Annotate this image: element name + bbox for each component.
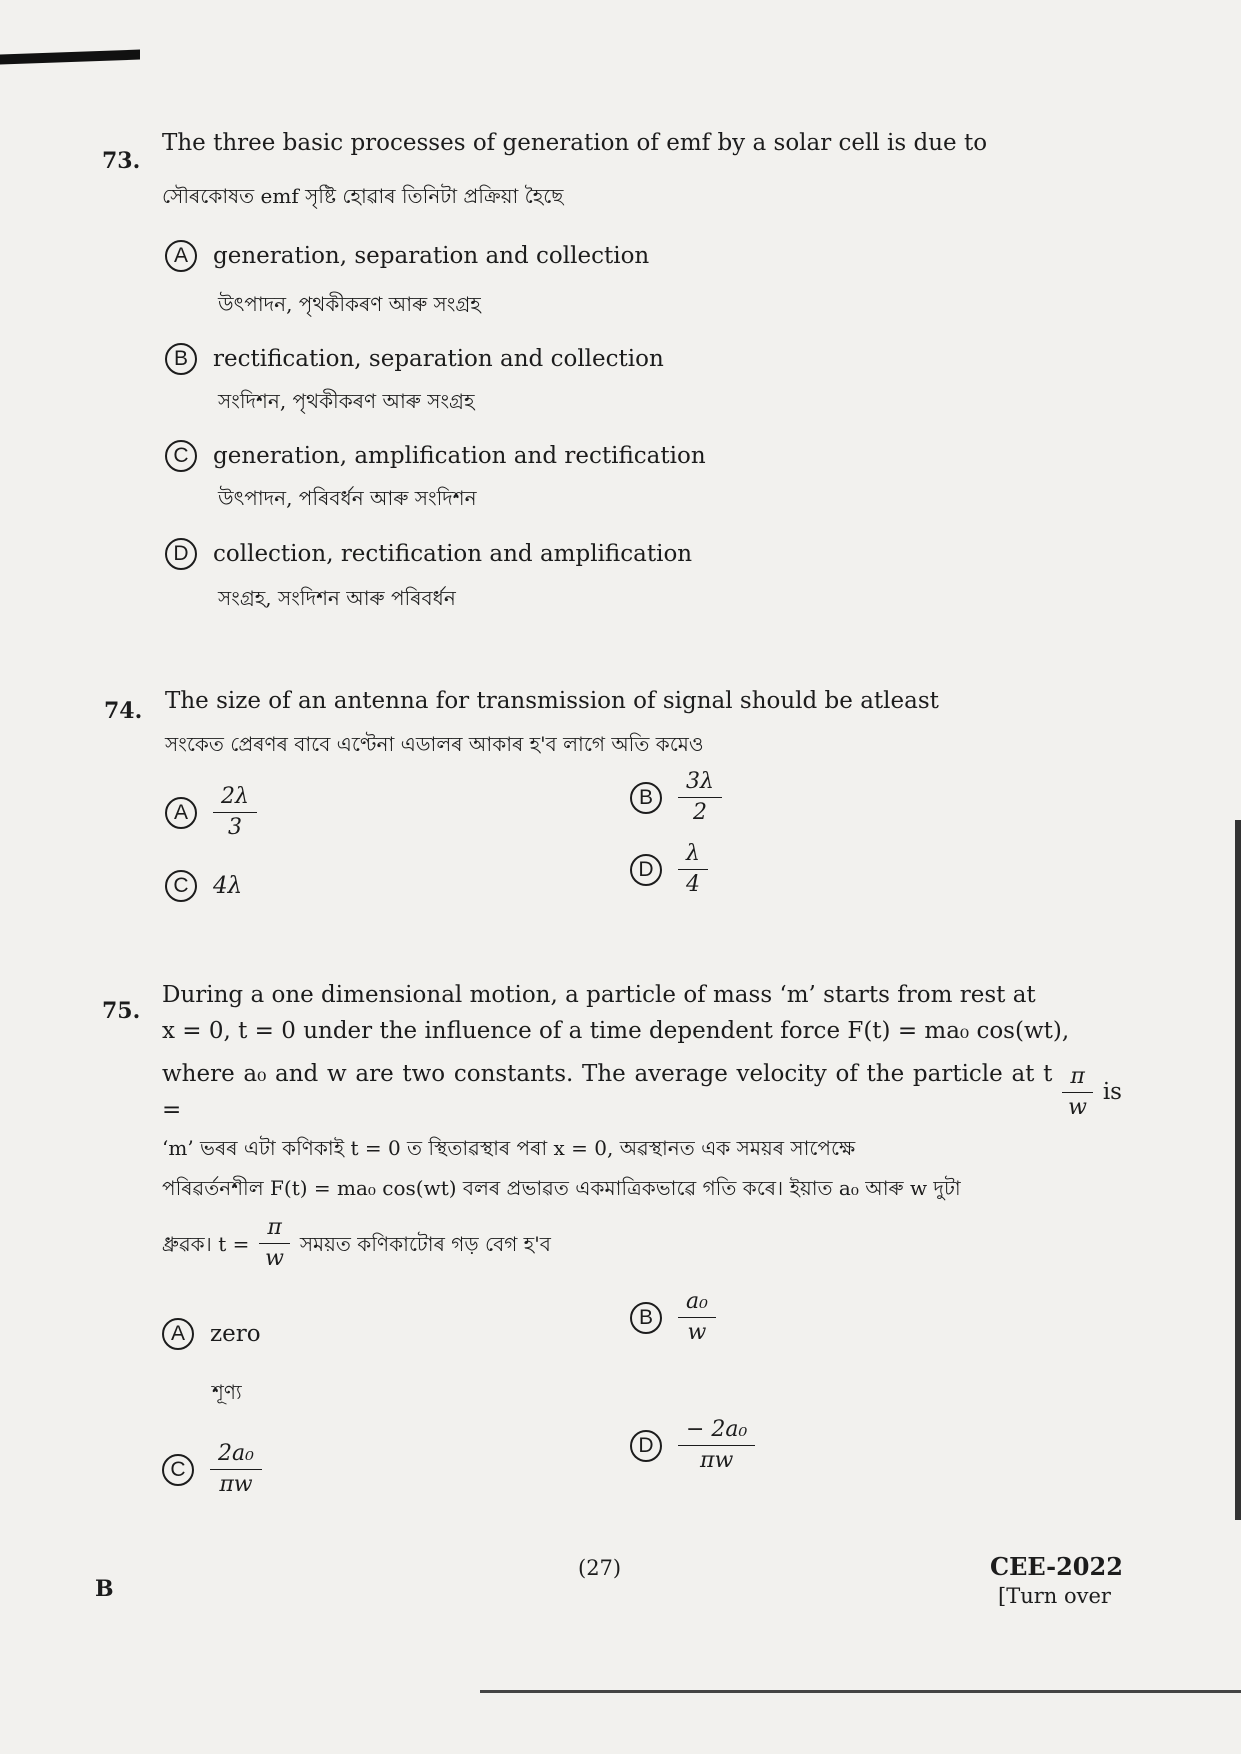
q75-en-line-2: x = 0, t = 0 under the influence of a time dependent force F(t) = ma₀ cos(wt),	[162, 1017, 1070, 1044]
scan-edge-bottom	[480, 1690, 1241, 1693]
q75-option-c[interactable]	[162, 1442, 262, 1497]
option-b-marker: B	[165, 343, 197, 375]
q75-number: 75.	[102, 998, 141, 1024]
q73-option-b[interactable]	[165, 343, 664, 420]
option-a-marker: A	[165, 240, 197, 272]
option-a-text-bn: শূণ্য	[212, 1380, 242, 1404]
paper-set: B	[95, 1576, 114, 1602]
scan-edge-right	[1235, 820, 1241, 1520]
option-a-marker: A	[165, 797, 197, 829]
q74-text-bn: সংকেত প্ৰেৰণৰ বাবে এণ্টেনা এডালৰ আকাৰ হ'ব লাগে অতি কমেও	[165, 732, 704, 756]
option-d-marker: D	[165, 538, 197, 570]
option-a-fraction: $\frac{2\lambda}{3}$	[213, 785, 257, 840]
q75-en-fraction: $\frac{\pi}{w}$	[1062, 1065, 1092, 1120]
page-number: (27)	[578, 1556, 622, 1580]
option-b-text-bn: সংদিশন, পৃথকীকৰণ আৰু সংগ্ৰহ	[218, 389, 475, 413]
turn-over: [Turn over	[998, 1584, 1111, 1608]
option-a-text-bn: উৎপাদন, পৃথকীকৰণ আৰু সংগ্ৰহ	[218, 292, 481, 316]
q75-option-d[interactable]	[630, 1418, 755, 1473]
option-c-marker: C	[165, 440, 197, 472]
option-d-text-en: collection, rectification and amplification	[213, 541, 693, 567]
option-a-marker: A	[162, 1318, 194, 1350]
scan-edge-top-left	[0, 50, 140, 65]
option-c-text-en: generation, amplification and rectification	[213, 443, 706, 469]
option-d-text-bn: সংগ্ৰহ, সংদিশন আৰু পৰিবৰ্ধন	[218, 586, 456, 610]
q73-number: 73.	[102, 148, 141, 174]
q74-option-c[interactable]	[165, 870, 242, 902]
option-d-fraction: $\frac{\text{− 2a₀}}{\pi w}$	[678, 1418, 755, 1473]
q75-en-line-1: During a one dimensional motion, a particle of mass ‘m’ starts from rest at	[162, 982, 1036, 1008]
exam-code: CEE-2022	[990, 1552, 1123, 1581]
q75-bn-line-2: পৰিৱৰ্তনশীল F(t) = ma₀ cos(wt) বলৰ প্ৰভাৱত একমাত্ৰিকভাৱে গতি কৰে। ইয়াত a₀ আৰু w দুটা	[162, 1176, 961, 1200]
q74-text-en: The size of an antenna for transmission of signal should be atleast	[165, 688, 939, 714]
option-a-text-en: generation, separation and collection	[213, 243, 650, 269]
q75-option-a[interactable]	[162, 1318, 261, 1411]
q73-text-en: The three basic processes of generation of emf by a solar cell is due to	[162, 130, 988, 156]
q73-option-a[interactable]	[165, 240, 649, 323]
q74-option-d[interactable]	[630, 842, 708, 897]
option-b-text-en: rectification, separation and collection	[213, 346, 664, 372]
option-c-marker: C	[162, 1454, 194, 1486]
option-c-value: 4λ	[213, 873, 243, 899]
q75-en-line-3a: where a₀ and w are two constants. The average velocity of the particle at t =	[162, 1061, 1053, 1123]
q75-en-line-3b: is	[1102, 1079, 1122, 1106]
q75-text-en	[162, 978, 1122, 1129]
option-c-fraction: $\frac{\text{2a₀}}{\pi w}$	[210, 1442, 262, 1497]
q74-option-b[interactable]	[630, 770, 722, 825]
q73-text-bn: সৌৰকোষত emf সৃষ্টি হোৱাৰ তিনিটা প্ৰক্ৰিয়া হৈছে	[162, 184, 564, 208]
option-c-marker: C	[165, 870, 197, 902]
option-b-fraction: $\frac{3\lambda}{2}$	[678, 770, 722, 825]
q73-option-c[interactable]	[165, 440, 706, 517]
q73-option-d[interactable]	[165, 538, 692, 617]
q75-text-bn	[162, 1128, 1122, 1271]
option-d-fraction: $\frac{\lambda}{4}$	[678, 842, 708, 897]
q75-option-b[interactable]	[630, 1290, 716, 1345]
q74-option-a[interactable]	[165, 785, 257, 840]
q75-bn-line-1: ‘m’ ভৰৰ এটা কণিকাই t = 0 ত স্থিতাৱস্থাৰ পৰা x = 0, অৱস্থানত এক সময়ৰ সাপেক্ষে	[162, 1136, 856, 1160]
option-d-marker: D	[630, 854, 662, 886]
option-c-text-bn: উৎপাদন, পৰিবৰ্ধন আৰু সংদিশন	[218, 486, 477, 510]
q74-number: 74.	[104, 698, 143, 724]
option-a-text-en: zero	[210, 1321, 261, 1347]
q75-bn-line-3b: সময়ত কণিকাটোৰ গড় বেগ হ'ব	[299, 1231, 551, 1256]
q75-bn-line-3a: ধ্ৰুৱক। t =	[162, 1231, 250, 1256]
option-b-fraction: $\frac{\text{a₀}}{w}$	[678, 1290, 716, 1345]
q75-bn-fraction: $\frac{\pi}{w}$	[259, 1216, 289, 1271]
option-b-marker: B	[630, 782, 662, 814]
option-d-marker: D	[630, 1430, 662, 1462]
option-b-marker: B	[630, 1302, 662, 1334]
